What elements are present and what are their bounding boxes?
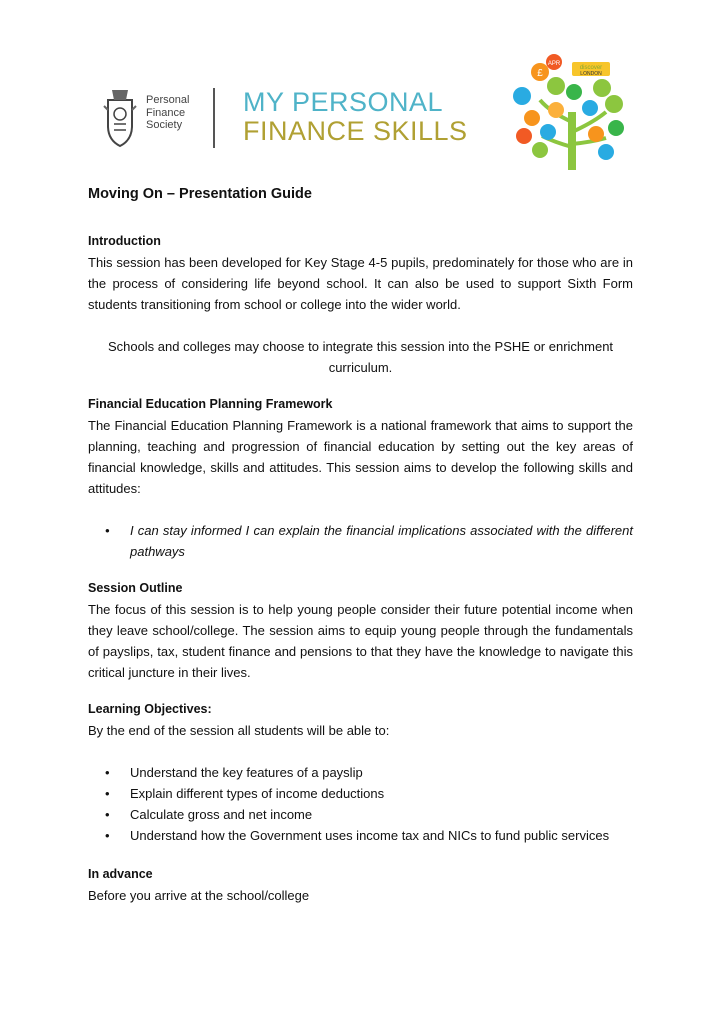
- introduction-section: [88, 231, 633, 378]
- list-item: [88, 804, 633, 825]
- pfs-name-line: Finance: [146, 106, 186, 119]
- advance-section: [88, 864, 633, 906]
- pfs-name-line: Society: [146, 119, 183, 131]
- objectives-intro: By the end of the session all students will be able to:: [88, 723, 390, 738]
- pfs-name-line: Personal: [146, 94, 190, 106]
- outline-heading: Session Outline: [88, 581, 183, 595]
- introduction-heading: Introduction: [88, 234, 161, 248]
- svg-text:LONDON: LONDON: [580, 71, 602, 77]
- objective-text: Calculate gross and net income: [130, 807, 313, 822]
- advance-heading: In advance: [88, 867, 153, 881]
- list-item: [88, 825, 633, 846]
- product-title-line2: FINANCE SKILLS: [243, 116, 468, 146]
- objective-text: Understand the key features of a payslip: [130, 765, 363, 780]
- list-item: [88, 762, 633, 783]
- framework-bullet-text: I can stay informed I can explain the financial implications associated with the different pathways: [130, 523, 633, 559]
- objective-text: Explain different types of income deductions: [130, 786, 385, 801]
- objectives-heading: Learning Objectives:: [88, 702, 212, 716]
- framework-heading: Financial Education Planning Framework: [88, 397, 333, 411]
- product-title: [243, 88, 468, 146]
- crest-icon: [100, 86, 140, 148]
- svg-text:APR: APR: [547, 61, 561, 67]
- introduction-note: Schools and colleges may choose to integrate this session into the PSHE or enrichment curriculum.: [107, 339, 614, 375]
- money-tree-logo: [510, 52, 625, 170]
- advance-paragraph: Before you arrive at the school/college: [88, 888, 310, 903]
- pfs-logo: [100, 86, 210, 148]
- framework-bullet-list: [88, 520, 633, 562]
- list-item: [88, 783, 633, 804]
- product-title-line1: MY PERSONAL: [243, 87, 444, 117]
- outline-section: [88, 578, 633, 683]
- framework-paragraph: The Financial Education Planning Framework is a national framework that aims to support the planning, teaching and progression of financial education by setting out the key areas of financial knowledge, skills and attitudes. This session aims to develop the following skills and attitudes:: [88, 418, 633, 496]
- bullet-icon: •: [105, 786, 110, 801]
- outline-paragraph: The focus of this session is to help young people consider their future potential income when they leave school/college. The session aims to equip young people through the fundamentals of payslips, tax, student finance and pensions to that they have the knowledge to navigate this critical juncture in their lives.: [88, 602, 633, 680]
- bullet-icon: •: [105, 807, 110, 822]
- list-item: [88, 520, 633, 562]
- framework-section: [88, 394, 633, 562]
- bullet-icon: •: [105, 828, 110, 843]
- bullet-icon: •: [105, 765, 110, 780]
- svg-text:discover: discover: [579, 65, 603, 71]
- page-title: Moving On – Presentation Guide: [88, 186, 312, 202]
- objective-text: Understand how the Government uses income tax and NICs to fund public services: [130, 828, 610, 843]
- objectives-section: [88, 699, 633, 846]
- introduction-paragraph: This session has been developed for Key Stage 4-5 pupils, predominately for those who are in the process of considering life beyond school. It can also be used to support Sixth Form students transitioning from school or college into the wider world.: [88, 255, 633, 312]
- pfs-name: [146, 94, 189, 132]
- objectives-bullet-list: [88, 762, 633, 846]
- svg-text:£: £: [537, 68, 543, 79]
- bullet-icon: •: [105, 523, 110, 538]
- header-divider: [213, 88, 215, 148]
